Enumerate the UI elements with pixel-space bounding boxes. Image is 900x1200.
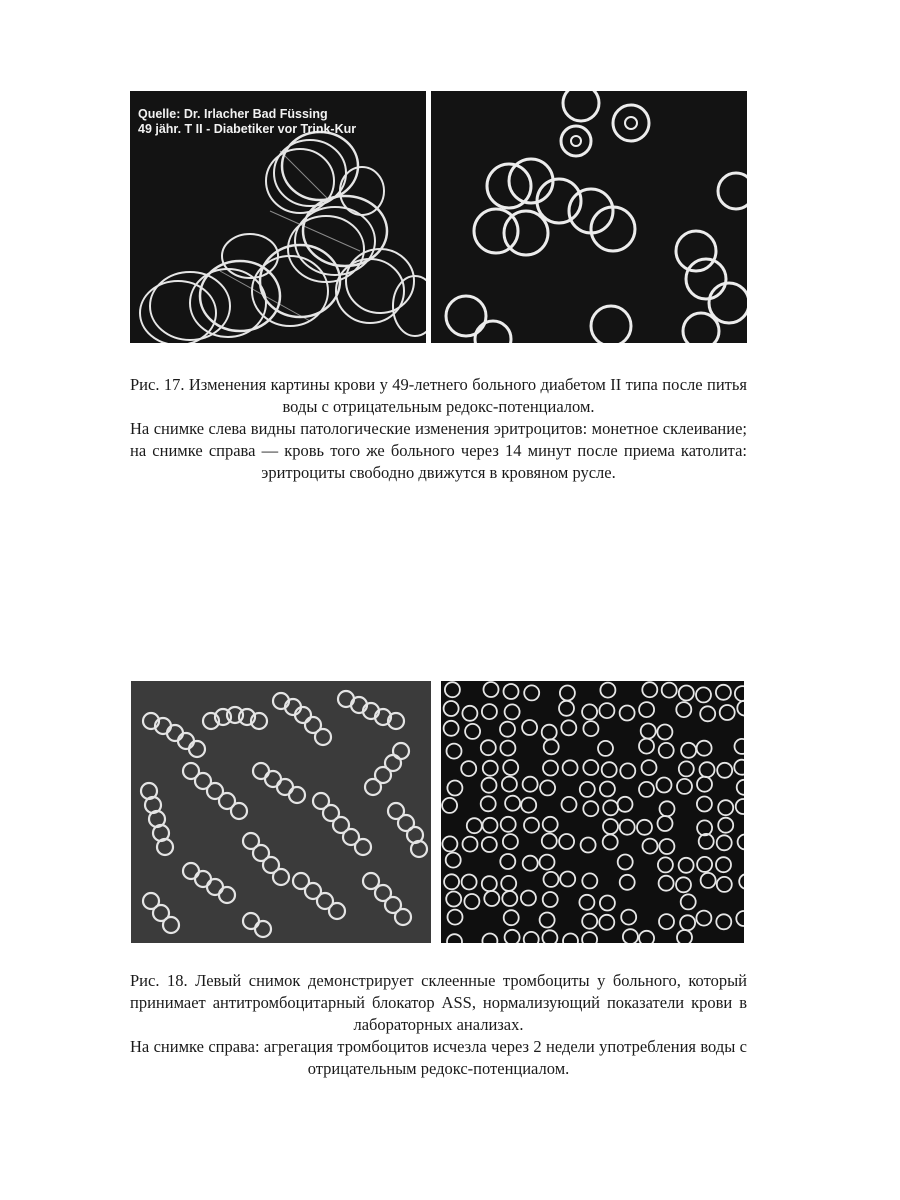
overlay-line-2: 49 jähr. T II - Diabetiker vor Trink-Kur [138,122,357,136]
micrograph-source-label [138,107,356,137]
figure-17-caption-text: На снимке слева видны патологические изменения эритроцитов: монетное склеивание; на снимке справа — кровь того же больного через 14 минут после приема католита: эритроциты свободно движутся в кровяном русле. [130,419,747,482]
micrograph-18-left [131,681,431,943]
figure-18-caption-text: На снимке справа: агрегация тромбоцитов исчезла через 2 недели употребления воды с отрицательным редокс-потенциалом. [130,1037,747,1078]
micrograph-17-right-image [431,91,747,343]
figure-17 [130,91,747,343]
micrograph-17-left [130,91,426,343]
overlay-line-1: Quelle: Dr. Irlacher Bad Füssing [138,107,328,121]
figure-17-caption-title: Рис. 17. Изменения картины крови у 49-летнего больного диабетом II типа после питья воды с отрицательным редокс-потенциалом. [130,375,747,416]
figure-18-caption [130,970,747,1080]
figure-18-caption-title: Рис. 18. Левый снимок демонстрирует склеенные тромбоциты у больного, который принимает антитромбоцитарный блокатор ASS, нормализующий показатели крови в лабораторных анализах. [130,971,747,1034]
micrograph-17-right [431,91,747,343]
micrograph-18-right-image [441,681,744,943]
panel-divider-2 [431,681,441,943]
micrograph-18-right [441,681,744,943]
figure-17-caption [130,374,747,484]
micrograph-18-left-image [131,681,431,943]
figure-18 [131,681,744,943]
